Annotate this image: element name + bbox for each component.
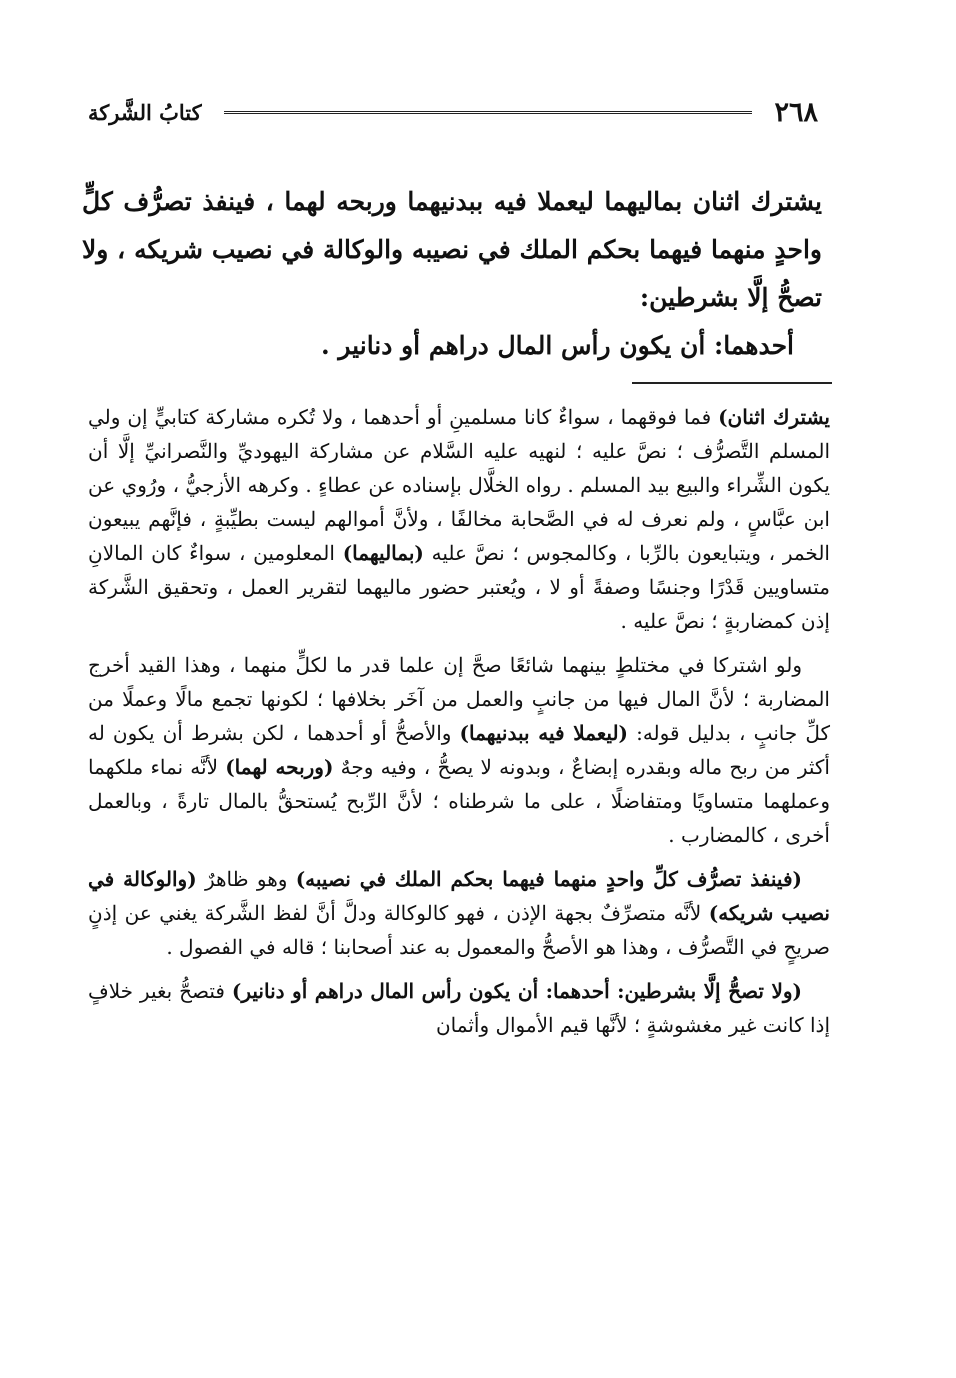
quoted-phrase: (فينفذ تصرُّف كلِّ واحدٍ منهما فيهما بحكم الملك في نصيبه) bbox=[295, 867, 802, 891]
commentary-paragraph-1 bbox=[88, 400, 830, 638]
book-title: كتابُ الشَّركة bbox=[88, 99, 202, 125]
paragraph-text: لأنَّه متصرِّفٌ بجهة الإذن ، فهو كالوكالة ودلَّ أنَّ لفظ الشَّركة يغني عن إذنٍ صريحٍ في التَّصرُّف ، وهذا هو الأصحُّ والمعمول به عند أصحابنا ؛ قاله في الفصول . bbox=[88, 901, 830, 959]
matn-text bbox=[82, 178, 822, 370]
quoted-phrase: (ليعملا فيه ببدنيهما) bbox=[459, 721, 629, 745]
quoted-phrase: (وربحه لهما) bbox=[225, 755, 334, 779]
matn-line-1: يشترك اثنان بماليهما ليعملا فيه ببدنيهما وربحه لهما ، فينفذ تصرُّف كلٍّ واحدٍ منهما فيهما بحكم الملك في نصيبه والوكالة في نصيب شريكه ، ولا تصحُّ إلَّا بشرطين: bbox=[82, 187, 822, 312]
header-rule bbox=[224, 111, 753, 114]
commentary-paragraph-4 bbox=[88, 974, 830, 1042]
paragraph-text: المعلومين ، سواءٌ كان المالانِ متساويين قَدْرًا وجنسًا وصفةً أو لا ، ويُعتبر حضور ماليهما لتقرير العمل ، وتحقيق الشَّركة إذن كمضاربةٍ ؛ نصَّ عليه . bbox=[88, 541, 830, 633]
quoted-phrase: يشترك اثنان) bbox=[718, 405, 830, 429]
paragraph-text: والأصحُّ أو أحدهما ، لكن بشرط أن يكون له أكثر من ربح ماله وبقدره إبضاعٌ ، وبدونه لا يصحُّ ، وفيه وجهٌ bbox=[88, 721, 830, 779]
commentary-paragraph-3 bbox=[88, 862, 830, 964]
paragraph-text: فتصحُّ بغير خلافٍ إذا كانت غير مغشوشةٍ ؛ لأنَّها قيم الأموال وأثمان bbox=[88, 979, 830, 1037]
paragraph-text: لأنَّه نماء ملكهما وعملهما متساويًا ومتفاضلًا ، على ما شرطناه ؛ لأنَّ الرِّبح يُستحقُّ بالمال تارةً ، وبالعمل أخرى ، كالمضارب . bbox=[88, 755, 830, 847]
matn-line-2: أحدهما: أن يكون رأس المال دراهم أو دنانير . bbox=[320, 331, 794, 360]
quoted-phrase: (والوكالة في نصيب شريكه) bbox=[88, 867, 831, 925]
paragraph-text: فما فوقهما ، سواءٌ كانا مسلمينِ أو أحدهما ، ولا تُكره مشاركة كتابيٍّ إن ولي المسلم التَّصرُّف ؛ نصَّ عليه ؛ لنهيه عليه السَّلام عن مشاركة اليهوديِّ والنَّصرانيِّ إلَّا أن يكون الشِّراء والبيع بيد المسلم . رواه الخلَّال بإسناده عن عطاءٍ . وكرهه الأزجيُّ ، ورُوي عن ابن عبَّاسٍ ، ولم نعرف له في الصَّحابة مخالفًا ، ولأنَّ أموالهم ليست بطيِّبةٍ ، فإنَّهم يبيعون الخمر ، ويتبايعون بالرِّبا ، وكالمجوس ؛ نصَّ عليه bbox=[88, 405, 830, 565]
quoted-phrase: (ولا تصحُّ إلَّا بشرطين: أحدهما: أن يكون رأس المال دراهم أو دنانير) bbox=[231, 979, 802, 1003]
paragraph-text: ولو اشتركا في مختلطٍ بينهما شائعًا صحَّ إن علما قدر ما لكلٍّ منهما ، وهذا القيد أخرج المضاربة ؛ لأنَّ المال فيها من جانبٍ والعمل من آخَر بخلافها ؛ لكونها تجمع مالًا وعملًا من كلِّ جانبٍ ، بدليل قوله: bbox=[88, 653, 830, 745]
footnote-separator bbox=[632, 382, 832, 384]
commentary-paragraph-2 bbox=[88, 648, 830, 852]
quoted-phrase: (بماليهما) bbox=[342, 541, 424, 565]
paragraph-text: وهو ظاهرٌ bbox=[196, 867, 296, 891]
commentary-text bbox=[88, 400, 830, 1052]
page-header bbox=[88, 92, 818, 132]
page-number: ٢٦٨ bbox=[774, 96, 818, 128]
